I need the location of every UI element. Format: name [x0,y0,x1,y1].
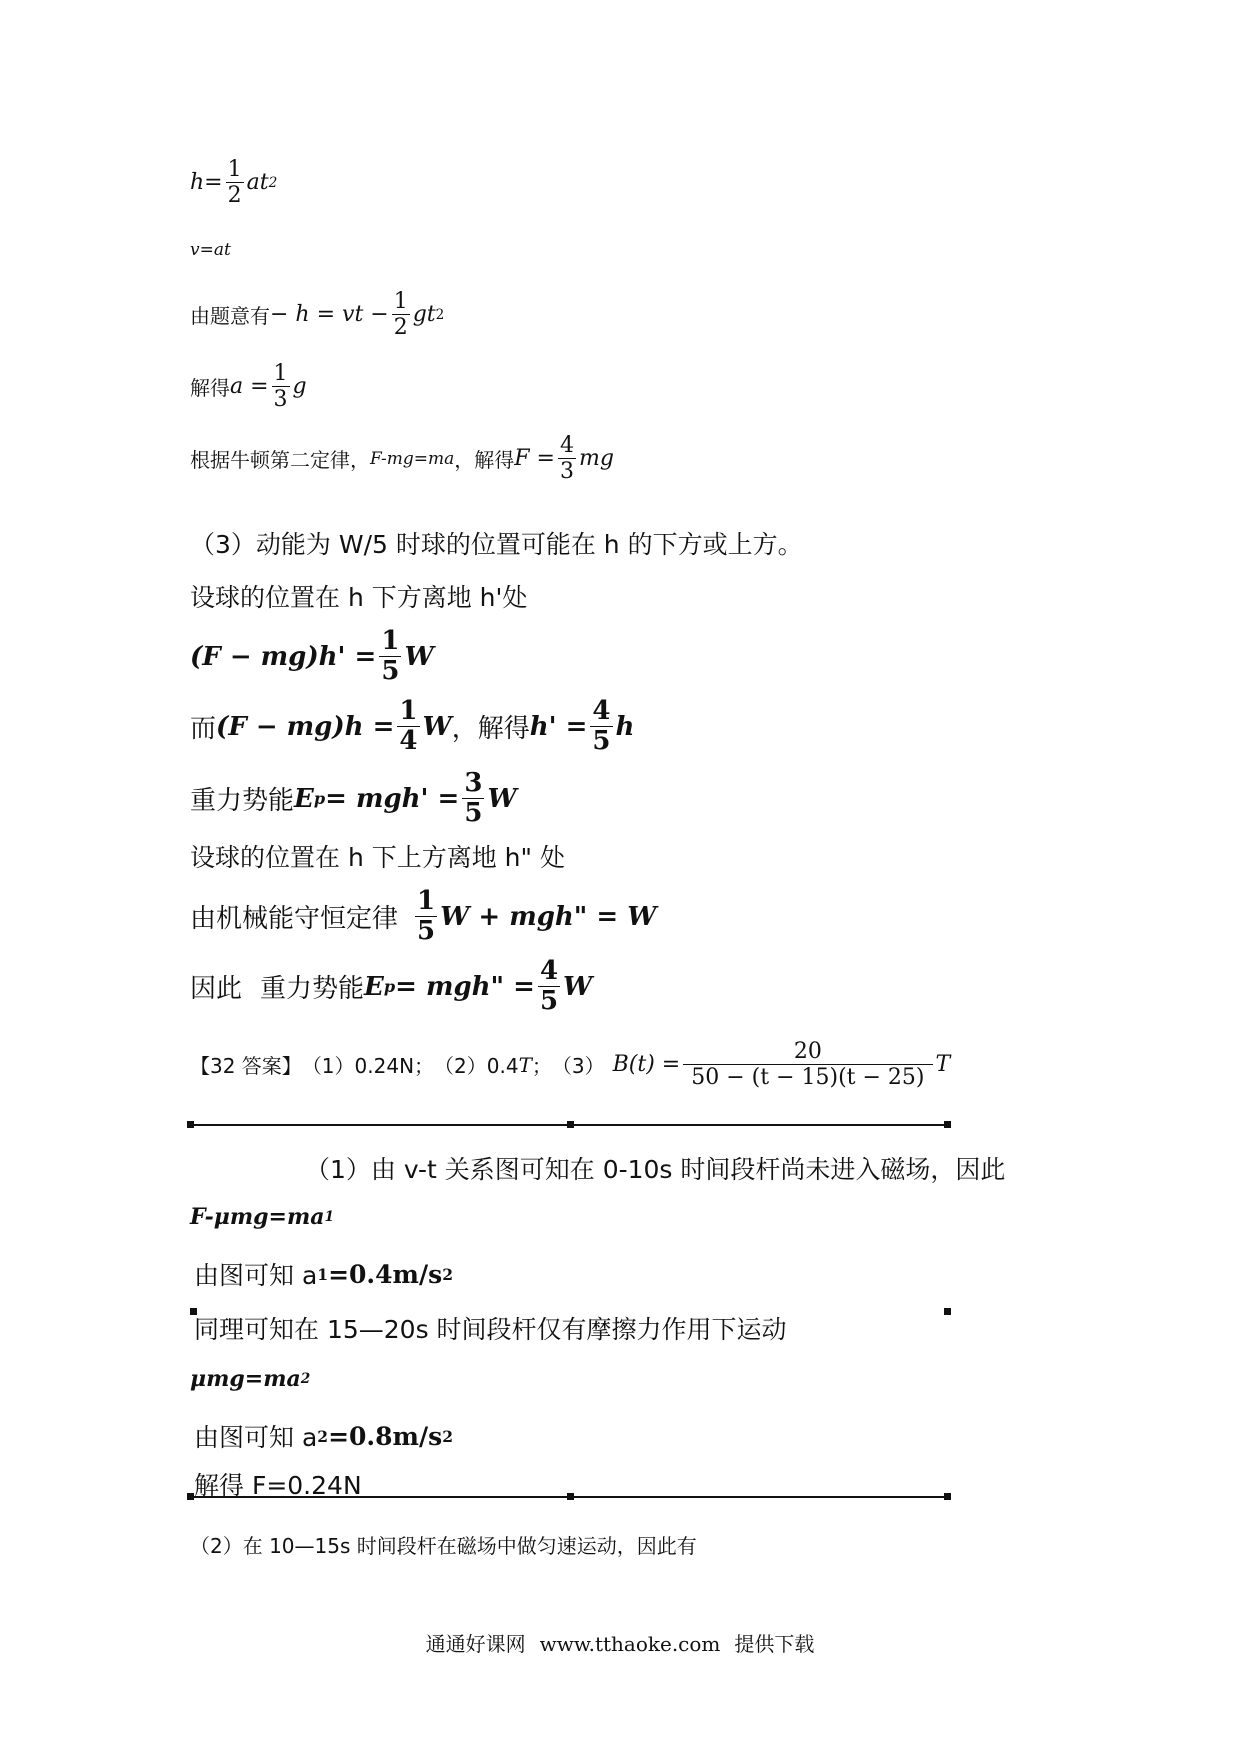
fraction-denominator: 2 [393,315,408,341]
box-handle [944,1121,951,1128]
fraction-numerator: 1 [399,696,418,726]
exponent: 2 [442,1264,453,1284]
subscript: 1 [317,1264,329,1284]
fraction-denominator: 4 [399,726,418,757]
equation-bold [190,888,656,946]
fraction [415,888,437,946]
answer-part2: （2）0.4 [434,1054,519,1079]
fraction-denominator: 3 [273,387,288,413]
text-line [190,1530,697,1559]
eq-term: mg [578,446,614,472]
equation-bold [190,628,434,686]
eq-term: W [563,971,593,1002]
fraction-numerator: 4 [539,956,559,986]
eq-prefix: 由题意有 [190,304,270,329]
eq-prefix: 因此 [190,974,243,1005]
eq-term: g [292,374,307,400]
eq-expr: E [364,971,384,1002]
equation-bold [190,958,592,1016]
fraction-numerator: 1 [393,289,408,314]
box-equation [190,1366,310,1392]
box-line [194,1310,787,1346]
box-handle [567,1493,574,1500]
eq-expr: − h = vt − [270,302,389,328]
fraction-numerator: 4 [592,696,611,726]
fraction [226,158,244,207]
fraction [683,1040,932,1089]
answer-unit: T [935,1052,951,1078]
equation-a [190,362,307,411]
eq-term: gt [412,302,436,328]
eq-expr: h' = [529,711,588,742]
fraction [462,770,484,828]
eq-term: h [615,711,635,742]
answer-part3: （3） [551,1054,605,1079]
eq-expr: B(t) = [612,1052,681,1078]
value: =0.8m/s [328,1421,443,1451]
value: =0.4m/s [328,1259,443,1289]
box-line [194,1418,453,1454]
fraction-numerator: 1 [381,626,400,656]
eq-term: at [246,170,269,196]
eq-expr: W + mgh" = W [440,901,657,932]
box-line [305,1150,1005,1186]
footer-site: 通通好课网 [425,1632,526,1656]
eq-expr: μmg=ma [190,1366,301,1392]
eq-expr: = mgh' = [325,783,460,814]
answer-32 [190,1040,950,1089]
exponent: 2 [442,1426,453,1446]
fraction [272,362,290,411]
answer-part1: （1）0.24N； [301,1054,435,1079]
fraction-denominator: 5 [464,798,483,829]
box-handle [944,1308,951,1315]
exponent: 2 [435,306,445,323]
eq-expr: a = [230,374,269,400]
fraction [397,698,419,756]
eq-mid: ，解得 [454,448,515,473]
fraction [392,290,410,339]
box-handle [944,1493,951,1500]
eq-mid: ，解得 [451,714,530,745]
text-line [190,578,527,614]
equation-h [190,158,277,207]
fraction-numerator: 1 [227,157,242,182]
eq-prefix: 解得 [190,376,230,401]
equation-bold [190,770,517,828]
text: 由图可知 a [194,1423,318,1452]
subscript: p [313,789,326,809]
part3-heading [190,525,803,561]
fraction [379,628,401,686]
eq-law: F-mg=ma [370,448,455,469]
fraction-numerator: 20 [793,1039,822,1064]
heading-text: （3）动能为 W/5 时球的位置可能在 h 的下方或上方。 [190,530,803,559]
box-handle [567,1121,574,1128]
text: 同理可知在 15—20s 时间段杆仅有摩擦力作用下运动 [194,1315,787,1344]
eq-prefix: 由机械能守恒定律 [190,904,399,935]
fraction-numerator: 1 [417,886,436,916]
text: 由图可知 a [194,1261,318,1290]
subscript: 2 [317,1426,329,1446]
fraction-denominator: 5 [381,656,400,687]
eq-var: h [190,170,205,196]
eq-prefix: 重力势能 [260,974,365,1005]
page-footer [0,1628,1240,1657]
subscript: p [383,977,396,997]
box-line [194,1466,362,1502]
fraction-numerator: 3 [464,768,483,798]
eq-prefix: 重力势能 [190,786,295,817]
box-handle [187,1121,194,1128]
text: （2）在 10—15s 时间段杆在磁场中做匀速运动，因此有 [190,1534,697,1558]
equation-condition [190,290,444,339]
eq-term: W [487,783,517,814]
subscript: 1 [324,1209,334,1225]
text: 解得 F=0.24N [194,1471,362,1500]
text-line [190,838,565,874]
fraction [538,958,560,1016]
eq-expr: E [294,783,314,814]
eq-expr: = mgh" = [395,971,535,1002]
fraction-denominator: 2 [227,183,242,209]
equation-newton [190,434,614,483]
eq-expr: (F − mg)h = [216,711,395,742]
fraction-denominator: 3 [559,459,574,485]
eq-prefix: 根据牛顿第二定律， [190,448,370,473]
eq-prefix: 而 [190,714,217,745]
text: 设球的位置在 h 下方离地 h'处 [190,583,528,612]
eq-term: W [404,641,434,672]
fraction-denominator: 50 − (t − 15)(t − 25) [683,1064,932,1089]
text: （1）由 v-t 关系图可知在 0-10s 时间段杆尚未进入磁场，因此 [305,1155,1006,1184]
box-line [194,1256,453,1292]
eq-text: v=at [190,240,231,260]
eq-expr: (F − mg)h' = [190,641,377,672]
box-equation [190,1204,334,1230]
fraction-numerator: 4 [559,433,574,458]
equation-bold [190,698,634,756]
equation-v [190,240,231,260]
eq-expr: F = [514,446,555,472]
fraction-numerator: 1 [273,361,288,386]
subscript: 2 [300,1371,311,1387]
fraction-denominator: 5 [592,726,611,757]
fraction-denominator: 5 [417,916,436,947]
fraction [590,698,612,756]
eq-expr: F-μmg=ma [190,1204,325,1230]
answer-label: 【32 答案】 [190,1054,302,1079]
footer-tail: 提供下载 [734,1632,815,1656]
eq-sign: = [204,170,223,196]
box-handle [187,1493,194,1500]
fraction-denominator: 5 [539,986,559,1017]
exponent: 2 [268,174,278,191]
answer-sep: ； [531,1054,552,1079]
text: 设球的位置在 h 下上方离地 h" 处 [190,843,565,872]
fraction [558,434,576,483]
eq-term: W [422,711,452,742]
footer-url[interactable]: www.tthaoke.com [539,1632,721,1656]
answer-unit: T [518,1052,532,1077]
